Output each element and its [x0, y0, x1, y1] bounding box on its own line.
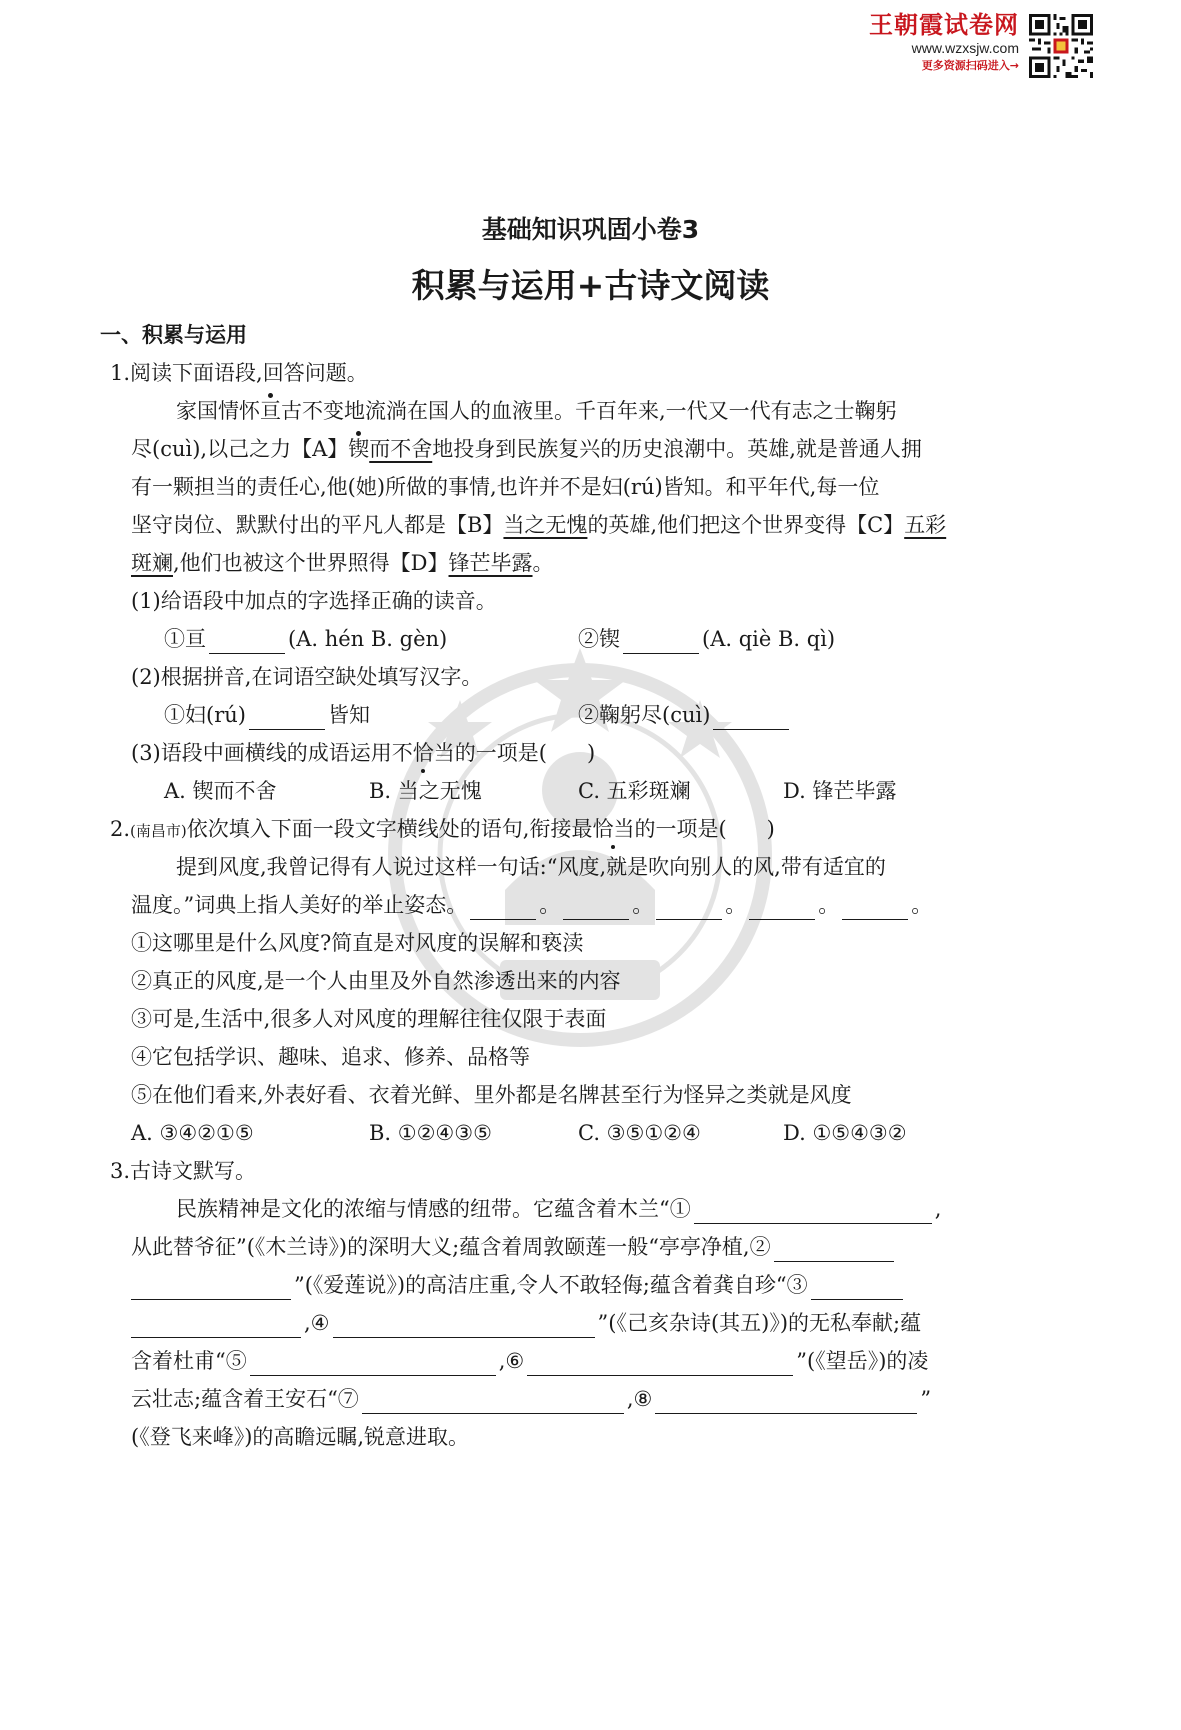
answer-blank[interactable]: [713, 707, 789, 730]
q1-idiom-c-part2: 斑斓: [131, 551, 173, 575]
q1-p1-text-a: 家国情怀: [176, 399, 260, 423]
answer-blank[interactable]: [842, 897, 908, 920]
period: 。: [911, 893, 933, 917]
q2-sentence-5: ⑤在他们看来,外表好看、衣着光鲜、里外都是名牌甚至行为怪异之类就是风度: [131, 1083, 852, 1107]
q1-option-c[interactable]: C. 五彩斑斓: [578, 779, 691, 803]
q2-passage-line1: 提到风度,我曾记得有人说过这样一句话:“风度,就是吹向别人的风,带有适宜的: [176, 855, 886, 879]
q3-line5: [131, 1346, 928, 1376]
qr-code-icon[interactable]: [1029, 14, 1093, 78]
q1-sub3: [131, 738, 595, 768]
poem-blank-1[interactable]: [694, 1201, 932, 1224]
q3-l5-text-b: ,⑥: [498, 1349, 525, 1373]
q1-para-line1: [176, 396, 897, 426]
answer-blank[interactable]: [563, 897, 629, 920]
q3-l5-text-c: ”(《望岳》)的凌: [796, 1349, 929, 1373]
period: 。: [632, 893, 654, 917]
q2-num: 2.: [110, 817, 131, 841]
brand-header: [861, 10, 1093, 80]
q2-passage-text: 温度。”词典上指人美好的举止姿态。: [131, 893, 468, 917]
q2-sentence-3: ③可是,生活中,很多人对风度的理解往往仅限于表面: [131, 1007, 607, 1031]
q1-sub2-item1: [164, 700, 370, 730]
comma: ,: [934, 1197, 942, 1221]
q1-sub1-item2: [578, 624, 835, 654]
q1-s1a-label: ①亘: [164, 627, 206, 651]
q1-para-line2: [131, 434, 922, 464]
q1-idiom-b: 当之无愧: [503, 513, 588, 537]
poem-blank-8[interactable]: [655, 1391, 917, 1414]
q3-l5-text-a: 含着杜甫“⑤: [131, 1349, 247, 1373]
q2-sentence-4: ④它包括学识、趣味、追求、修养、品格等: [131, 1045, 530, 1069]
q3-l2-text: 从此替爷征”(《木兰诗》)的深明大义;蕴含着周敦颐莲一般“亭亭净植,②: [131, 1235, 771, 1259]
q1-p1-text-b: 古不变地流淌在国人的血液里。千百年来,一代又一代有志之士鞠躬: [281, 399, 897, 423]
brand-text: [861, 10, 1019, 75]
q1-p2-idiom-rest: 而不舍: [369, 437, 433, 461]
q3-stem: 3.古诗文默写。: [110, 1159, 257, 1183]
q3-l4-text-a: ,④: [304, 1311, 330, 1335]
q2-option-b[interactable]: B. ①②④③⑤: [369, 1121, 492, 1145]
q2-sentence-1: ①这哪里是什么风度?简直是对风度的误解和亵渎: [131, 931, 584, 955]
q1-sub1-item1: [164, 624, 447, 654]
q2-stem-text-c: ): [766, 817, 775, 841]
brand-tip: 更多资源扫码进入→: [921, 59, 1019, 72]
q1-option-d[interactable]: D. 锋芒毕露: [783, 779, 897, 803]
q2-stem: [110, 814, 775, 846]
q3-l6-text-a: 云壮志;蕴含着王安石“⑦: [131, 1387, 359, 1411]
q3-line7: (《登飞来峰》)的高瞻远瞩,锐意进取。: [131, 1425, 470, 1449]
period: 。: [725, 893, 747, 917]
q1-sub1: (1)给语段中加点的字选择正确的读音。: [131, 589, 497, 613]
q2-stem-text-a: 依次填入下面一段文字横线处的语句,衔接最: [186, 817, 593, 841]
q3-l1-text: 民族精神是文化的浓缩与情感的纽带。它蕴含着木兰“①: [176, 1197, 691, 1221]
q3-l6-text-b: ,⑧: [626, 1387, 653, 1411]
brand-url[interactable]: www.wzxsjw.com: [911, 40, 1019, 56]
q2-stem-text-b: 的一项是(: [634, 817, 727, 841]
q1-p4-text-b: 的英雄,他们把这个世界变得【C】: [587, 513, 905, 537]
q1-sub3-text-c: 的一项是(: [454, 741, 547, 765]
q1-sub2-item2: [578, 700, 792, 730]
q1-s2a-tail: 皆知: [327, 703, 370, 727]
poem-blank-4[interactable]: [333, 1315, 595, 1338]
answer-blank[interactable]: [656, 897, 722, 920]
q2-passage-line2: [131, 890, 932, 920]
q1-idiom-d: 锋芒毕露: [448, 551, 533, 575]
q1-p2-text-a: 尽(cuì),以己之力【A】: [131, 437, 349, 461]
q2-option-a[interactable]: A. ③④②①⑤: [131, 1121, 254, 1145]
period: 。: [818, 893, 840, 917]
poem-blank-5[interactable]: [250, 1353, 496, 1376]
q1-dotted-char-qie: 锲: [348, 434, 369, 464]
q3-l4-text-b: ”(《己亥杂诗(其五)》)的无私奉献;蕴: [597, 1311, 922, 1335]
q1-option-a[interactable]: A. 锲而不舍: [164, 779, 277, 803]
poem-blank-3-cont[interactable]: [131, 1315, 301, 1338]
q1-s2b-label: ②鞠躬尽(cuì): [578, 703, 711, 727]
answer-blank[interactable]: [209, 631, 285, 654]
q3-line2: [131, 1232, 897, 1262]
q1-s1a-options: (A. hén B. gèn): [288, 627, 448, 651]
paper-subtitle: 基础知识巩固小卷3: [481, 215, 700, 244]
q2-option-d[interactable]: D. ①⑤④③②: [783, 1121, 907, 1145]
q1-idiom-c-part1: 五彩: [904, 513, 947, 537]
answer-blank[interactable]: [249, 707, 325, 730]
q3-line1: [176, 1194, 941, 1224]
q1-s1b-options: (A. qiè B. qì): [702, 627, 836, 651]
q2-sentence-2: ②真正的风度,是一个人由里及外自然渗透出来的内容: [131, 969, 621, 993]
q1-p5-text-b: 。: [532, 551, 554, 575]
q1-para-line5: [131, 548, 554, 578]
q2-region: (南昌市): [130, 822, 187, 840]
poem-blank-2-cont[interactable]: [131, 1277, 291, 1300]
q1-p4-text-a: 坚守岗位、默默付出的平凡人都是【B】: [131, 513, 504, 537]
q1-para-line4: [131, 510, 946, 540]
q2-option-c[interactable]: C. ③⑤①②④: [578, 1121, 701, 1145]
q3-l3-text: ”(《爱莲说》)的高洁庄重,令人不敢轻侮;蕴含着龚自珍“③: [294, 1273, 808, 1297]
q1-sub2: (2)根据拼音,在词语空缺处填写汉字。: [131, 665, 483, 689]
poem-blank-3[interactable]: [811, 1277, 903, 1300]
poem-blank-6[interactable]: [527, 1353, 793, 1376]
q1-p2-text-c: 地投身到民族复兴的历史浪潮中。英雄,就是普通人拥: [432, 437, 922, 461]
answer-blank[interactable]: [470, 897, 536, 920]
q1-sub3-emphasis: 不恰当: [392, 738, 455, 768]
q1-stem: 1.阅读下面语段,回答问题。: [110, 361, 368, 385]
q1-p5-text-a: ,他们也被这个世界照得【D】: [173, 551, 449, 575]
q3-l6-text-c: ”: [920, 1387, 932, 1411]
q2-stem-emphasis: 恰当: [592, 814, 634, 844]
paper-title: 积累与运用+古诗文阅读: [411, 266, 770, 305]
poem-blank-7[interactable]: [362, 1391, 624, 1414]
brand-name: 王朝霞试卷网: [869, 11, 1019, 39]
q3-line6: [131, 1384, 931, 1414]
q1-s2a-label: ①妇(rú): [164, 703, 246, 727]
period: 。: [539, 893, 561, 917]
q1-para-line3: 有一颗担当的责任心,他(她)所做的事情,也许并不是妇(rú)皆知。和平年代,每一位: [131, 475, 880, 499]
section-heading: 一、积累与运用: [100, 323, 247, 347]
poem-blank-2[interactable]: [774, 1239, 894, 1262]
q1-sub3-text-a: (3)语段中画横线的成语运用: [131, 741, 392, 765]
q1-s1b-label: ②锲: [578, 627, 620, 651]
q3-line3: [131, 1270, 906, 1300]
q1-option-b[interactable]: B. 当之无愧: [369, 779, 482, 803]
q1-dotted-char-gen: 亘: [260, 396, 281, 426]
q1-sub3-text-d: ): [586, 741, 596, 765]
answer-blank[interactable]: [623, 631, 699, 654]
q3-line4: [131, 1308, 921, 1338]
answer-blank[interactable]: [749, 897, 815, 920]
